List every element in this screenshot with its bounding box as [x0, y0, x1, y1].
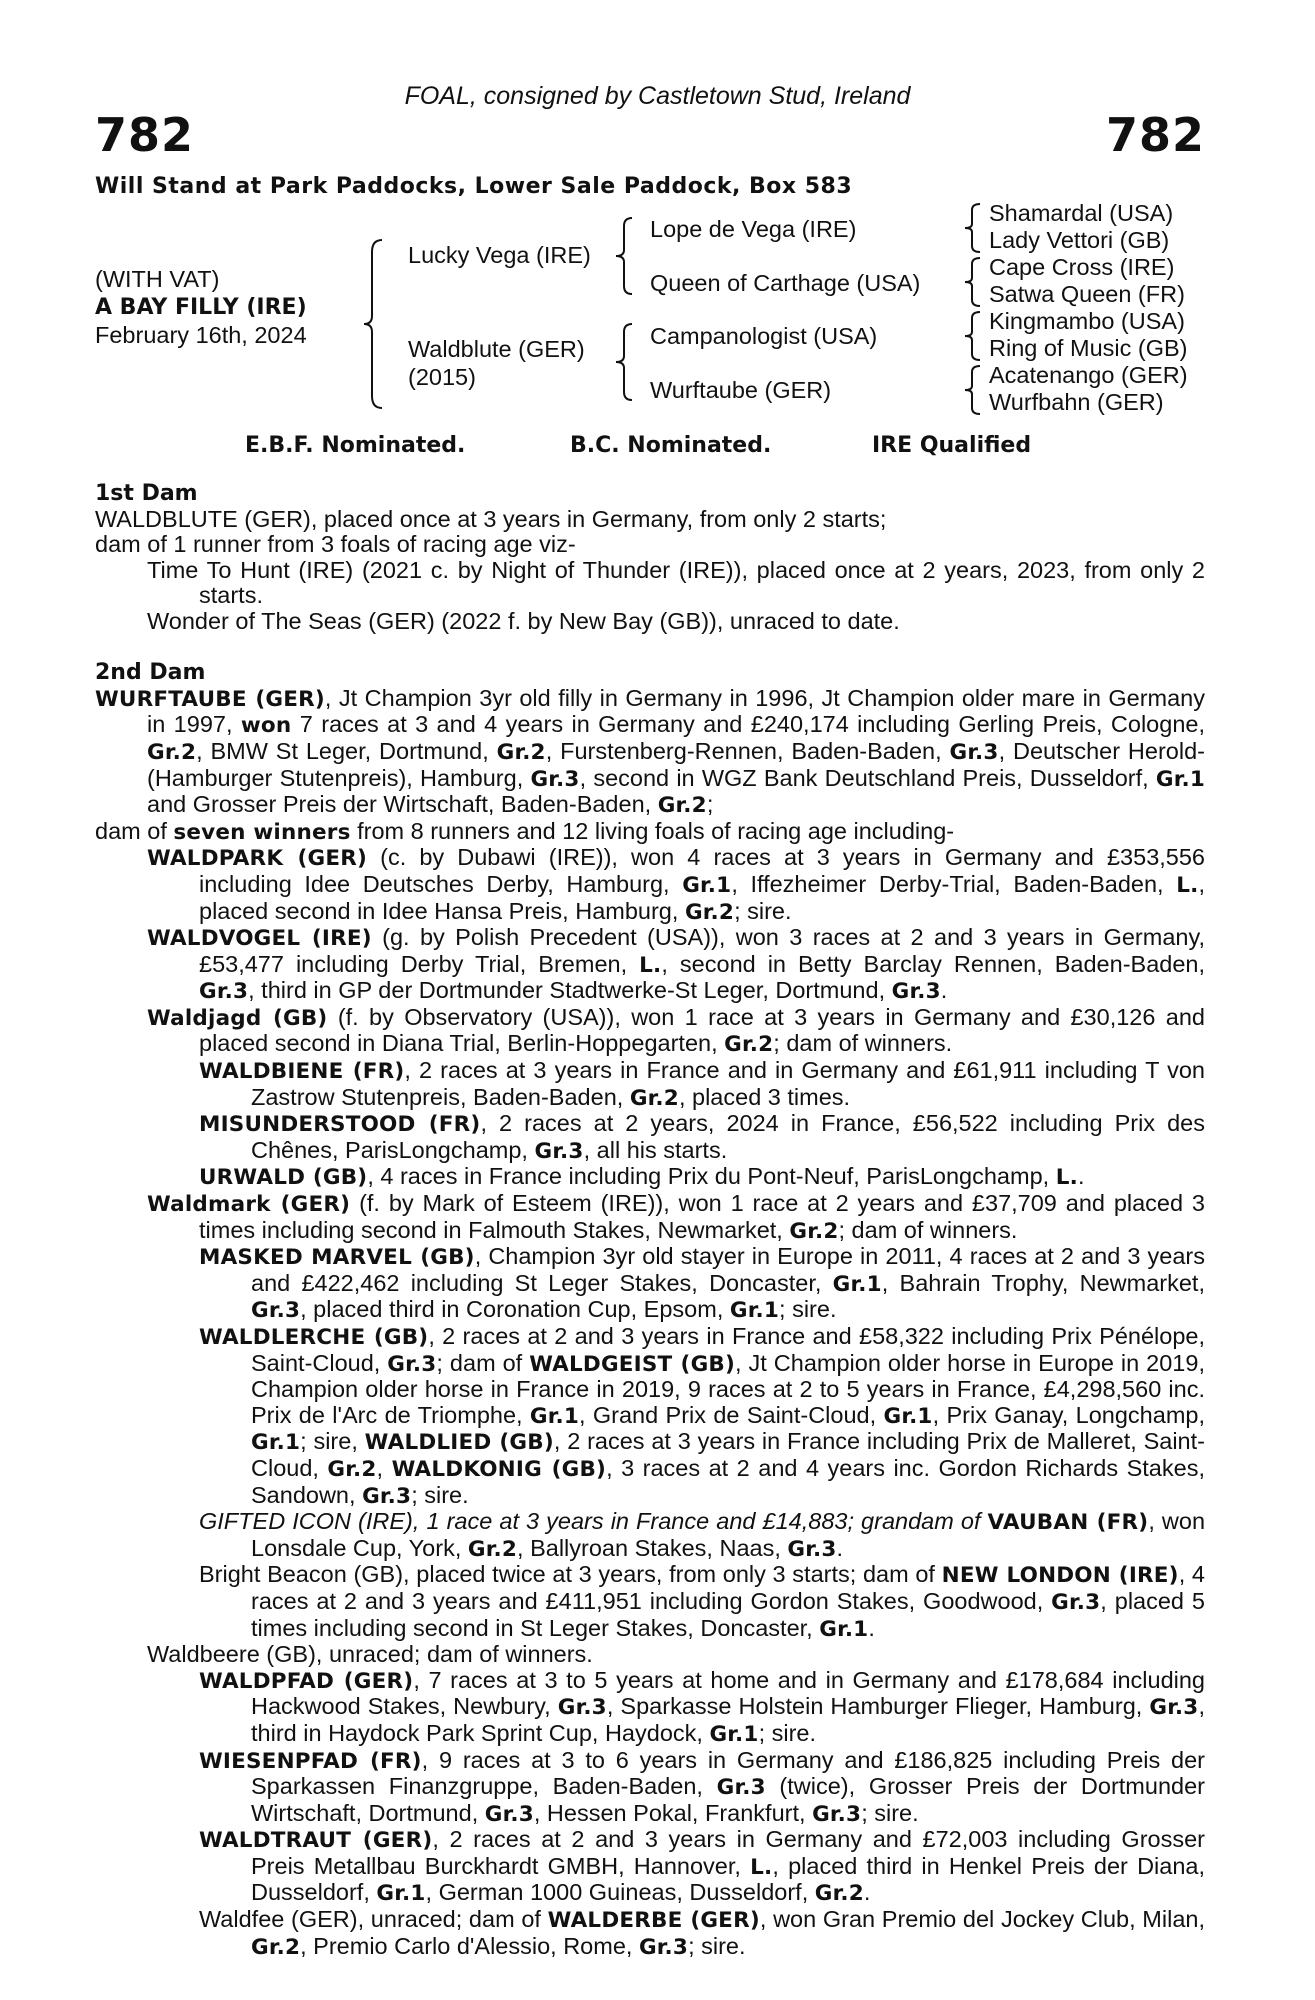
horse-name: WIESENPFAD (FR) [199, 1748, 422, 1774]
grade-label: Gr.1 [729, 1298, 780, 1324]
grade-label: Gr.3 [1149, 1695, 1199, 1721]
entry-text: , Premio Carlo d'Alessio, Rome, [300, 1932, 639, 1959]
pedigree-brace-g3-4 [962, 364, 984, 416]
entry-text: , Iffezheimer Derby-Trial, Baden-Baden, [731, 870, 1177, 897]
dam-name: Waldblute (GER) [408, 336, 585, 362]
g3-ancestor-8: Wurfbahn (GER) [989, 389, 1164, 415]
grade-label: Gr.1 [883, 1403, 933, 1429]
horse-name: Waldmark (GER) [147, 1192, 351, 1218]
grade-label: Gr.3 [387, 1351, 437, 1377]
entry-text: . [1077, 1163, 1085, 1190]
grade-label: L. [750, 1854, 773, 1880]
entry-text: , Furstenberg-Rennen, Baden-Baden, [545, 737, 950, 764]
produce-entry [95, 1244, 1205, 1324]
produce-entry [95, 1907, 1205, 1960]
horse-name: Waldjagd (GB) [147, 1005, 328, 1031]
entry-text: . [868, 1614, 875, 1641]
produce-entry [95, 845, 1205, 925]
grade-label: L. [1176, 872, 1199, 898]
horse-name: WALDKONIG (GB) [391, 1456, 607, 1482]
entry-text: (twice), Grosser Preis der Dortmunder Wirtschaft, Dortmund, [251, 1773, 1205, 1826]
grade-label: Gr.3 [812, 1801, 862, 1827]
entry-text: , 4 races at 2 and 3 years and £411,951 including Gordon Stakes, Goodwood, [251, 1561, 1205, 1614]
entry-text: , Ballyroan Stakes, Naas, [517, 1534, 788, 1561]
grade-label: Gr.3 [1051, 1589, 1101, 1615]
produce-entry [95, 1005, 1205, 1058]
lot-number-left: 782 [95, 108, 195, 162]
grade-label: Gr.2 [147, 739, 197, 765]
grade-label: Gr.1 [1155, 766, 1205, 792]
entry-text: . [940, 977, 948, 1004]
bc-nominated: B.C. Nominated. [570, 433, 772, 458]
grade-label: Gr.2 [657, 793, 707, 819]
won-text: won [240, 713, 292, 739]
entry-text: , third in Haydock Park Sprint Cup, Haydock, [251, 1693, 1205, 1746]
produce-entry [95, 925, 1205, 1005]
entry-text: , [376, 1454, 392, 1481]
entry-text: , 7 races at 3 to 5 years at home and in Germany and £178,684 including Hackwood Stakes, Newbury, [251, 1666, 1205, 1720]
entry-text: , Bahrain Trophy, Newmarket, [881, 1269, 1205, 1296]
produce-entry [95, 1111, 1205, 1164]
horse-name: URWALD (GB) [199, 1165, 368, 1191]
horse-name: WALDLERCHE (GB) [199, 1325, 429, 1350]
lot-number-right: 782 [1105, 108, 1205, 162]
entry-text: , Deutscher Herold-(Hamburger Stutenpreis), Hamburg, [147, 737, 1205, 791]
entry-text: , 9 races at 3 to 6 years in Germany and £186,825 including Preis der Sparkassen Finanzgruppe, Baden-Baden, [251, 1746, 1205, 1800]
horse-name: WALDLIED (GB) [364, 1430, 554, 1456]
entry-text: (f. by Observatory (USA)), won 1 race at 3 years in Germany and £30,126 and placed second in Diana Trial, Berlin-Hoppegarten, [199, 1003, 1205, 1057]
entry-text: , Grand Prix de Saint-Cloud, [579, 1401, 884, 1428]
entry-text: ; sire. [779, 1296, 837, 1323]
entry-text: ; dam of winners. [838, 1216, 1018, 1243]
dam-dam: Wurftaube (GER) [650, 377, 832, 403]
g3-ancestor-7: Acatenango (GER) [989, 362, 1188, 388]
grade-label: Gr.1 [832, 1271, 882, 1297]
entry-text: ; sire. [688, 1932, 746, 1959]
entry-text: . [863, 1879, 871, 1906]
entry-text: , placed 3 times. [678, 1083, 851, 1110]
grade-label: Gr.2 [327, 1456, 377, 1482]
produce-entry [95, 1562, 1205, 1642]
g3-ancestor-3: Cape Cross (IRE) [989, 254, 1175, 280]
entry-text: ; sire, [300, 1428, 365, 1455]
g3-ancestor-6: Ring of Music (GB) [989, 335, 1188, 361]
entry-text: (c. by Dubawi (IRE)), won 4 races at 3 years in Germany and £353,556 including Idee Deutsches Derby, Hamburg, [199, 844, 1205, 897]
grade-label: Gr.2 [724, 1032, 774, 1058]
entry-text: , 4 races in France including Prix du Pont-Neuf, ParisLongchamp, [367, 1163, 1056, 1190]
horse-name: WALDPFAD (GER) [199, 1668, 414, 1694]
entry-text: , Sparkasse Holstein Hamburger Flieger, Hamburg, [606, 1693, 1150, 1720]
entry-text: , Prix Ganay, Longchamp, [932, 1401, 1205, 1428]
grade-label: Gr.2 [467, 1536, 518, 1562]
entry-text: , Hessen Pokal, Frankfurt, [533, 1799, 813, 1826]
entry-text: , Champion 3yr old stayer in Europe in 2011, 4 races at 2 and 3 years and £422,462 including St Leger Stakes, Doncaster, [251, 1243, 1205, 1296]
entry-text: , Jt Champion 3yr old filly in Germany in 1996, Jt Champion older mare in Germany in 1997, [147, 684, 1205, 738]
pedigree-brace-g3-1 [962, 202, 984, 254]
entry-text: ; sire. [411, 1481, 469, 1508]
dam-year: (2015) [408, 364, 476, 390]
entry-text: , third in GP der Dortmunder Stadtwerke-St Leger, Dortmund, [248, 977, 892, 1004]
grade-label: Gr.3 [534, 1138, 584, 1164]
entry-text: (f. by Mark of Esteem (IRE)), won 1 race at 2 years and £37,709 and placed 3 times including second in Falmouth Stakes, Newmarket, [199, 1190, 1206, 1243]
grade-label: Gr.2 [251, 1934, 301, 1960]
grade-label: Gr.3 [530, 766, 580, 792]
entry-text: ; dam of winners. [773, 1030, 953, 1057]
grade-label: Gr.3 [557, 1695, 607, 1721]
produce-entry [95, 1748, 1205, 1828]
grade-label: Gr.3 [638, 1934, 689, 1960]
first-dam-produce-line: dam of 1 runner from 3 foals of racing age viz- [95, 531, 576, 558]
entry-text: Bright Beacon (GB), placed twice at 3 years, from only 3 starts; dam of [199, 1561, 942, 1588]
entry-text: , second in WGZ Bank Deutschland Preis, Dusseldorf, [579, 764, 1156, 791]
entry-text: , all his starts. [583, 1136, 728, 1163]
horse-name: WALDPARK (GER) [147, 846, 367, 872]
second-dam-produce-line [95, 819, 1205, 846]
grade-label: L. [639, 952, 662, 978]
pedigree-brace-dam [612, 322, 636, 402]
horse-name: MASKED MARVEL (GB) [199, 1245, 475, 1271]
horse-name: VAUBAN (FR) [987, 1510, 1149, 1536]
grade-label: Gr.3 [787, 1536, 837, 1562]
vat-note: (WITH VAT) [95, 266, 220, 292]
g3-ancestor-5: Kingmambo (USA) [989, 308, 1185, 334]
grade-label: Gr.1 [819, 1616, 869, 1642]
entry-text: , won Lonsdale Cup, York, [251, 1508, 1206, 1561]
horse-name: MISUNDERSTOOD (FR) [199, 1112, 481, 1138]
entry-text: from 8 runners and 12 living foals of racing age including- [350, 817, 955, 844]
grade-label: L. [1055, 1165, 1078, 1191]
pedigree-brace-g3-2 [962, 256, 984, 308]
grade-label: Gr.1 [376, 1881, 426, 1907]
entry-text: ; sire. [758, 1719, 817, 1746]
catalogue-body [95, 481, 1205, 1960]
grade-label: Gr.1 [251, 1430, 301, 1456]
entry-text: , placed second in Idee Hansa Preis, Hamburg, [199, 870, 1205, 924]
produce-entry [95, 1509, 1205, 1562]
grade-label: Gr.2 [496, 739, 546, 765]
produce-entry [95, 1058, 1205, 1111]
ire-qualified: IRE Qualified [872, 433, 1032, 458]
entry-text: , 3 races at 2 and 4 years inc. Gordon Richards Stakes, Sandown, [251, 1454, 1205, 1508]
entry-text: , won Gran Premio del Jockey Club, Milan, [759, 1906, 1205, 1933]
g3-ancestor-2: Lady Vettori (GB) [989, 227, 1170, 253]
entry-text: and Grosser Preis der Wirtschaft, Baden-Baden, [147, 791, 658, 818]
grade-label: Gr.2 [814, 1881, 864, 1907]
grade-label: Gr.1 [682, 872, 732, 898]
grade-label: Gr.2 [684, 899, 735, 925]
entry-text: , 2 races at 2 and 3 years in France and £58,322 including Prix Pénélope, Saint-Cloud, [251, 1323, 1205, 1376]
grade-label: Gr.2 [789, 1218, 839, 1244]
entry-text: , placed 5 times including second in St Leger Stakes, Doncaster, [251, 1587, 1205, 1641]
entry-text: , 2 races at 2 and 3 years in Germany and £72,003 including Grosser Preis Metallbau Burckhardt GMBH, Hannover, [251, 1826, 1205, 1879]
ebf-nominated: E.B.F. Nominated. [245, 433, 466, 458]
consignor-line: FOAL, consigned by Castletown Stud, Ireland [404, 82, 911, 110]
horse-name: WALDGEIST (GB) [529, 1351, 736, 1377]
grade-label: Gr.2 [629, 1085, 679, 1111]
entry-text: , German 1000 Guineas, Dusseldorf, [425, 1879, 815, 1906]
lot-subject-name: A BAY FILLY (IRE) [95, 295, 307, 320]
horse-name: WALDERBE (GER) [547, 1908, 760, 1934]
pedigree-brace-main [360, 238, 390, 410]
sire-dam: Queen of Carthage (USA) [650, 270, 921, 296]
sire-name: Lucky Vega (IRE) [408, 242, 591, 268]
entry-text: . [836, 1534, 844, 1561]
g3-ancestor-1: Shamardal (USA) [989, 200, 1174, 226]
produce-entry [95, 1164, 1205, 1191]
produce-entry: Wonder of The Seas (GER) (2022 f. by New Bay (GB)), unraced to date. [147, 607, 900, 634]
entry-text: dam of [95, 817, 174, 844]
entry-text: 7 races at 3 and 4 years in Germany and £240,174 including Gerling Preis, Cologne, [291, 711, 1205, 738]
entry-text: Waldfee (GER), unraced; dam of [199, 1906, 548, 1933]
entry-text: , 2 races at 2 years, 2024 in France, £56,522 including Prix des Chênes, ParisLongchamp, [251, 1110, 1205, 1163]
sire-sire: Lope de Vega (IRE) [650, 216, 857, 242]
grade-label: Gr.3 [716, 1775, 766, 1801]
produce-entry [95, 1324, 1205, 1509]
entry-text: ; [706, 791, 714, 818]
entry-text: ; dam of [436, 1349, 530, 1376]
horse-name: WALDVOGEL (IRE) [147, 926, 372, 952]
grade-label: Gr.3 [949, 739, 999, 765]
grade-label: Gr.3 [199, 979, 249, 1005]
entry-text: GIFTED ICON (IRE), 1 race at 3 years in France and £14,883; grandam of [199, 1508, 988, 1535]
grade-label: Gr.3 [484, 1801, 534, 1827]
pedigree-brace-g3-3 [962, 310, 984, 362]
grade-label: Gr.3 [362, 1483, 412, 1509]
first-dam-line: WALDBLUTE (GER), placed once at 3 years in Germany, from only 2 starts; [95, 505, 887, 532]
entry-text: , 2 races at 3 years in France and in Germany and £61,911 including T von Zastrow Stutenpreis, Baden-Baden, [251, 1057, 1205, 1110]
foaling-date: February 16th, 2024 [95, 322, 307, 348]
second-dam-entry [95, 686, 1205, 819]
horse-name: NEW LONDON (IRE) [941, 1563, 1179, 1589]
entry-text: , second in Betty Barclay Rennen, Baden-Baden, [661, 950, 1206, 977]
entry-text: , placed third in Coronation Cup, Epsom, [300, 1296, 730, 1323]
entry-text: , placed third in Henkel Preis der Diana, Dusseldorf, [251, 1852, 1205, 1906]
produce-entry: Time To Hunt (IRE) (2021 c. by Night of Thunder (IRE)), placed once at 2 years, 2023, from only 2 starts. [147, 556, 1205, 609]
entry-text: ; sire. [734, 897, 792, 924]
g3-ancestor-4: Satwa Queen (FR) [989, 281, 1185, 307]
stable-location: Will Stand at Park Paddocks, Lower Sale Paddock, Box 583 [95, 174, 853, 199]
produce-entry: Waldbeere (GB), unraced; dam of winners. [147, 1641, 593, 1668]
entry-text: , BMW St Leger, Dortmund, [196, 737, 497, 764]
horse-name: WALDBIENE (FR) [199, 1059, 405, 1085]
winners-count: seven winners [173, 819, 351, 845]
entry-text: , 2 races at 3 years in France including Prix de Malleret, Saint-Cloud, [251, 1428, 1205, 1481]
entry-text: , Jt Champion older horse in Europe in 2019, Champion older horse in France in 2019, 9 races at 2 to 5 years in France, £4,298,560 inc. Prix de l'Arc de Triomphe, [251, 1349, 1205, 1428]
produce-entry [95, 1827, 1205, 1907]
grade-label: Gr.1 [529, 1403, 580, 1429]
horse-name: WALDTRAUT (GER) [199, 1828, 433, 1854]
produce-entry [95, 1668, 1205, 1748]
grade-label: Gr.1 [709, 1721, 759, 1747]
horse-name: WURFTAUBE (GER) [95, 686, 325, 712]
dam-sire: Campanologist (USA) [650, 323, 878, 349]
produce-entry [95, 1191, 1205, 1244]
second-dam-heading: 2nd Dam [95, 660, 206, 686]
first-dam-heading: 1st Dam [95, 481, 198, 506]
entry-text: ; sire. [861, 1799, 919, 1826]
pedigree-brace-sire [612, 216, 636, 296]
section-gap [95, 635, 1205, 661]
grade-label: Gr.3 [891, 979, 941, 1005]
entry-text: (g. by Polish Precedent (USA)), won 3 races at 2 and 3 years in Germany, £53,477 including Derby Trial, Bremen, [199, 924, 1205, 977]
grade-label: Gr.3 [251, 1298, 301, 1324]
